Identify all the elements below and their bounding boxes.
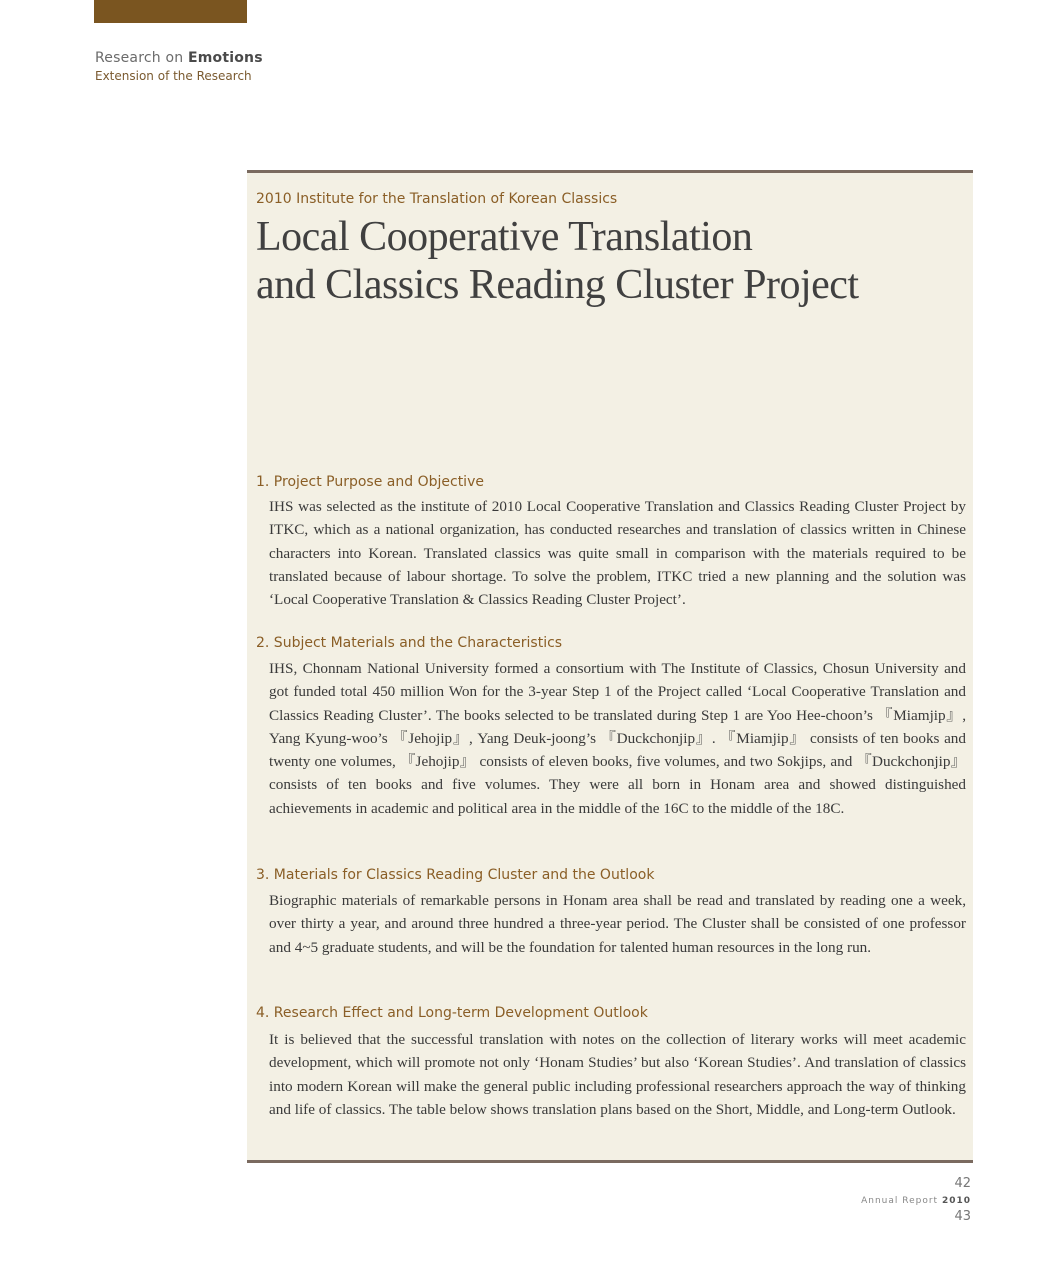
annual-report-label: Annual Report 2010 [861, 1196, 971, 1206]
article-title-line-2: and Classics Reading Cluster Project [256, 262, 859, 308]
section-1-body: IHS was selected as the institute of 2010 Local Cooperative Translation and Classics Reading Cluster Project by ITKC, which as a national organization, has conducted researches and translation of classics written in Chinese characters into Korean. Translated classics was quite small in comparison with the materials required to be translated because of labour shortage. To solve the problem, ITKC tried a new planning and the solution was ‘Local Cooperative Translation & Classics Reading Cluster Project’. [269, 498, 966, 609]
section-3-body: Biographic materials of remarkable persons in Honam area shall be read and translated by reading one a week, over thirty a year, and around three hundred a three-year period. The Cluster shall be consisted of one professor and 4~5 graduate students, and will be the foundation for talented human resources in the long run. [269, 892, 966, 956]
page-number-right: 43 [954, 1209, 971, 1224]
section-3-heading: 3. Materials for Classics Reading Cluster and the Outlook [256, 867, 655, 883]
section-4-body: It is believed that the successful translation with notes on the collection of literary works will meet academic development, which will promote not only ‘Honam Studies’ but also ‘Korean Studies’. And translation of classics into modern Korean will make the general public including professional researchers approach the way of thinking and life of classics. The table below shows translation plans based on the Short, Middle, and Long-term Outlook. [269, 1031, 966, 1118]
article-panel [247, 170, 973, 1163]
page-number-left: 42 [954, 1176, 971, 1191]
article-title-line-1: Local Cooperative Translation [256, 214, 753, 260]
section-4-heading: 4. Research Effect and Long-term Development Outlook [256, 1005, 648, 1021]
section-1-heading: 1. Project Purpose and Objective [256, 474, 484, 490]
section-2-body: IHS, Chonnam National University formed a consortium with The Institute of Classics, Chosun University and got funded total 450 million Won for the 3-year Step 1 of the Project called ‘Local Cooperative Translation and Classics Reading Cluster’. The books selected to be translated during Step 1 are Yoo Hee-choon’s 『Miamjip』, Yang Kyung-woo’s 『Jehojip』, Yang Deuk-joong’s 『Duckchonjip』. 『Miamjip』 consists of ten books and twenty one volumes, 『Jehojip』 consists of eleven books, five volumes, and two Sokjips, and 『Duckchonjip』 consists of ten books and five volumes. They were all born in Honam area and showed distinguished achievements in academic and political area in the middle of the 16C to the middle of the 18C. [269, 660, 966, 817]
section-2-heading: 2. Subject Materials and the Characteristics [256, 635, 563, 651]
article-kicker: 2010 Institute for the Translation of Korean Classics [256, 191, 618, 207]
running-head-title: Research on Emotions [95, 50, 263, 66]
header-color-tab [94, 0, 247, 23]
running-head-emphasis: Emotions [187, 50, 263, 66]
article-title [256, 213, 956, 309]
running-head-subtitle: Extension of the Research [95, 69, 252, 83]
running-head [95, 50, 263, 83]
